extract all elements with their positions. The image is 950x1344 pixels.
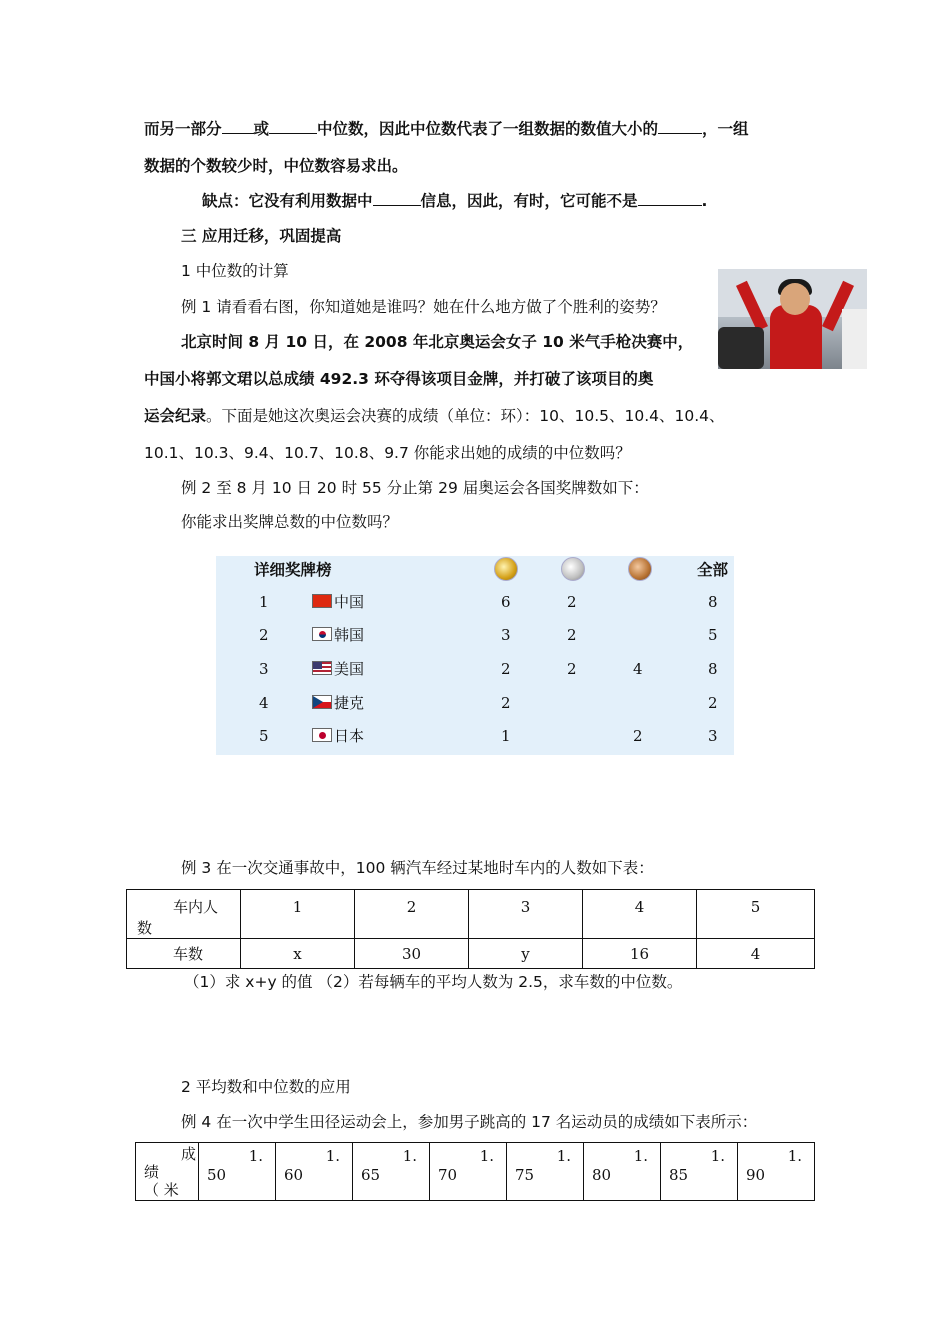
table-cell [199,1143,276,1201]
height-value-int: 1. [633,1147,648,1165]
total-count: 5 [708,626,718,644]
height-value-int: 1. [479,1147,494,1165]
height-label-unit: （ 米 [144,1181,179,1199]
table-header-cell [136,1143,199,1201]
text-segment: 而另一部分 [144,120,222,138]
text-segment: 信息，因此，有时，它可能不是 [420,192,638,210]
height-value-dec: 90 [746,1166,766,1184]
table-cell [738,1143,815,1201]
medal-rank: 2 [259,626,269,644]
example-1-line-4 [144,405,725,427]
example-3-line-1: 例 3 在一次交通事故中，100 辆汽车经过某地时车内的人数如下表： [181,859,654,877]
country-cell [312,592,364,612]
height-value-dec: 85 [669,1166,689,1184]
height-value-int: 1. [710,1147,725,1165]
table-cell: 4 [583,890,697,939]
height-value-dec: 60 [284,1166,304,1184]
subsection-heading: 1 中位数的计算 [181,262,289,280]
table-cell: 3 [469,890,583,939]
table-cell: 30 [355,939,469,969]
silver-count: 2 [567,626,577,644]
country-name: 捷克 [334,694,365,712]
bronze-count: 4 [633,660,643,678]
height-value-dec: 75 [515,1166,535,1184]
country-name: 日本 [334,727,365,745]
gold-count: 1 [501,727,511,745]
section-heading: 三 应用迁移，巩固提高 [181,227,342,245]
table-cell [353,1143,430,1201]
country-cell [312,726,364,746]
text-segment: ，一组 [702,120,749,138]
table-cell [276,1143,353,1201]
athlete-photo [718,269,867,369]
country-cell [312,693,364,713]
total-count: 8 [708,593,718,611]
height-value-dec: 50 [207,1166,227,1184]
medal-table [216,556,734,755]
table-cell [584,1143,661,1201]
paragraph-line-1 [144,118,749,140]
text-segment: 缺点：它没有利用数据中 [202,192,373,210]
total-count: 2 [708,694,718,712]
example-2-line-1: 例 2 至 8 月 10 日 20 时 55 分止第 29 届奥运会各国奖牌数如下： [181,479,649,497]
medal-table-title: 详细奖牌榜 [254,561,332,579]
height-value-int: 1. [556,1147,571,1165]
medal-rank: 1 [259,593,269,611]
table-row-label: 车数 [127,939,241,969]
occupancy-label-cont: 数 [137,919,153,937]
total-count: 3 [708,727,718,745]
height-label: 成 [180,1145,196,1163]
paragraph-line-3 [202,190,707,212]
jp-flag-icon [312,728,332,742]
fill-blank [222,119,254,134]
cz-flag-icon [312,695,332,709]
example-4-line-1: 例 4 在一次中学生田径运动会上，参加男子跳高的 17 名运动员的成绩如下表所示： [181,1113,758,1131]
silver-medal-icon [561,557,585,581]
gold-count: 3 [501,626,511,644]
fill-blank [638,191,702,206]
high-jump-table [135,1142,815,1201]
example-3-question: （1）求 x+y 的值 （2）若每辆车的平均人数为 2.5，求车数的中位数。 [184,973,683,991]
us-flag-icon [312,661,332,675]
silver-count: 2 [567,660,577,678]
example-1-line-3: 中国小将郭文珺以总成绩 492.3 环夺得该项目金牌，并打破了该项目的奥 [144,370,654,388]
table-cell: 1 [241,890,355,939]
table-cell: 5 [697,890,815,939]
gold-count: 2 [501,660,511,678]
text-segment: 运会纪录 [144,407,207,425]
gold-count: 2 [501,694,511,712]
height-label-cont: 绩 [144,1163,160,1181]
table-cell: 4 [697,939,815,969]
country-cell [312,625,364,645]
country-name: 中国 [334,593,365,611]
height-value-int: 1. [248,1147,263,1165]
gold-count: 6 [501,593,511,611]
medal-rank: 4 [259,694,269,712]
height-value-int: 1. [402,1147,417,1165]
table-cell: x [241,939,355,969]
medal-total-header: 全部 [697,561,729,579]
country-name: 美国 [334,660,365,678]
bronze-count: 2 [633,727,643,745]
medal-rank: 5 [259,727,269,745]
example-1-line-1: 例 1 请看看右图，你知道她是谁吗？她在什么地方做了个胜利的姿势？ [181,298,666,316]
height-value-dec: 80 [592,1166,612,1184]
kr-flag-icon [312,627,332,641]
fill-blank [269,119,317,134]
text-segment: 或 [253,120,270,138]
height-value-int: 1. [787,1147,802,1165]
paragraph-line-2: 数据的个数较少时，中位数容易求出。 [144,157,408,175]
text-segment: 。下面是她这次奥运会决赛的成绩（单位：环）：10、10.5、10.4、10.4、 [206,407,725,425]
text-segment: . [701,192,708,210]
table-cell [507,1143,584,1201]
height-value-dec: 65 [361,1166,381,1184]
text-segment: 中位数，因此中位数代表了一组数据的数值大小的 [317,120,659,138]
subsection-heading: 2 平均数和中位数的应用 [181,1078,351,1096]
fill-blank [658,119,702,134]
table-cell [430,1143,507,1201]
table-header-cell [127,890,241,939]
table-cell: y [469,939,583,969]
example-1-line-5: 10.1、10.3、9.4、10.7、10.8、9.7 你能求出她的成绩的中位数吗？ [144,444,631,462]
medal-rank: 3 [259,660,269,678]
silver-count: 2 [567,593,577,611]
height-value-dec: 70 [438,1166,458,1184]
table-cell [661,1143,738,1201]
height-value-int: 1. [325,1147,340,1165]
example-2-line-2: 你能求出奖牌总数的中位数吗？ [181,513,399,531]
cn-flag-icon [312,594,332,608]
car-occupancy-table [126,889,815,969]
bronze-medal-icon [628,557,652,581]
occupancy-label: 车内人 [173,898,219,916]
table-cell: 16 [583,939,697,969]
example-1-line-2: 北京时间 8 月 10 日，在 2008 年北京奥运会女子 10 米气手枪决赛中， [181,333,694,351]
country-name: 韩国 [334,626,365,644]
gold-medal-icon [494,557,518,581]
fill-blank [373,191,421,206]
country-cell [312,659,364,679]
table-cell: 2 [355,890,469,939]
total-count: 8 [708,660,718,678]
